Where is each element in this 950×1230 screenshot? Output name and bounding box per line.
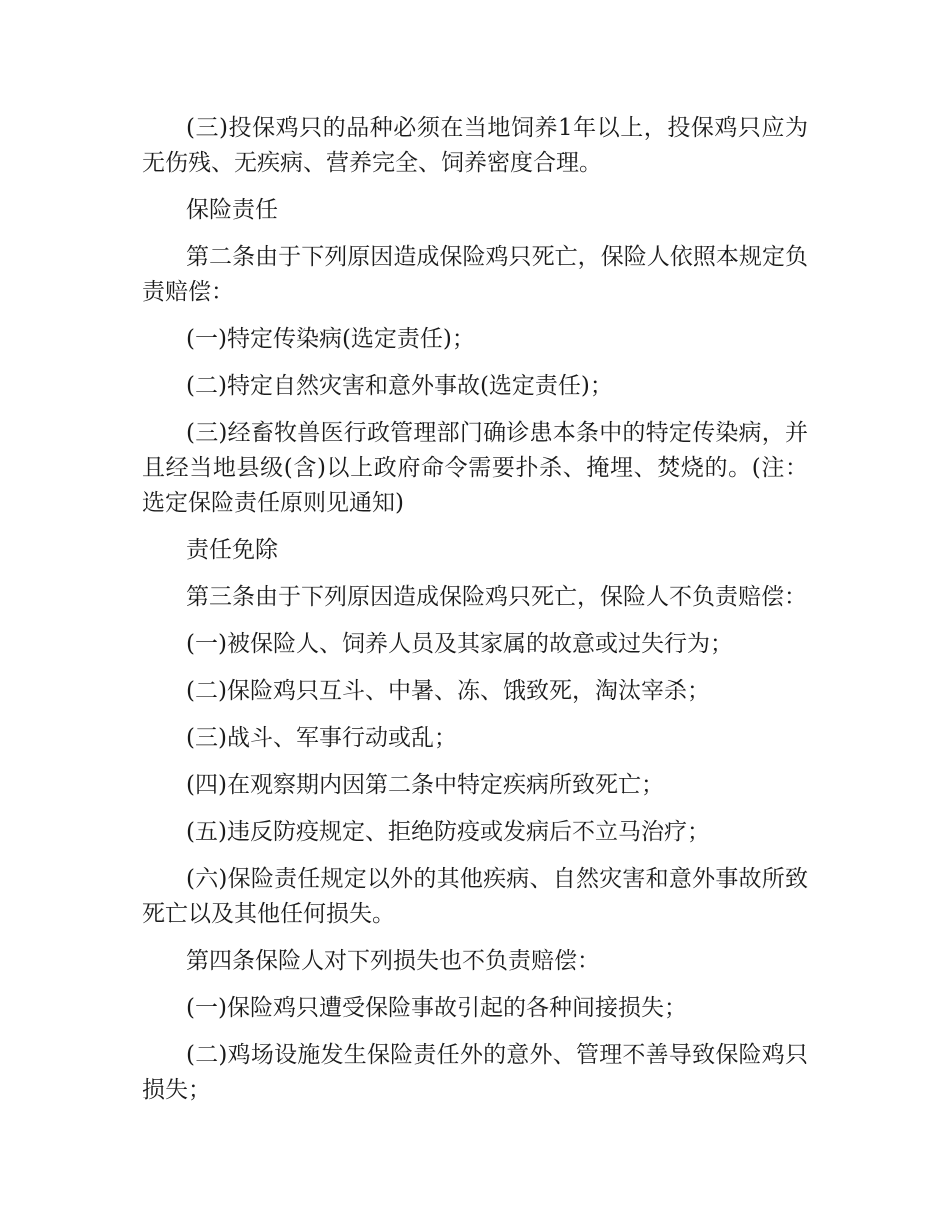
paragraph-article-3: 第三条由于下列原因造成保险鸡只死亡，保险人不负责赔偿： bbox=[186, 584, 807, 610]
paragraph-article-3-item-5: (五)违反防疫规定、拒绝防疫或发病后不立马治疗； bbox=[186, 819, 710, 845]
paragraph-article-2-item-1: (一)特定传染病(选定责任)； bbox=[186, 326, 475, 352]
paragraph-article-3-item-3: (三)战斗、军事行动或乱； bbox=[186, 725, 457, 751]
paragraph-article-4: 第四条保险人对下列损失也不负责赔偿： bbox=[186, 948, 600, 974]
paragraph-article-3-item-2: (二)保险鸡只互斗、中暑、冻、饿致死，淘汰宰杀； bbox=[186, 678, 710, 704]
paragraph-article-4-item-2: (二)鸡场设施发生保险责任外的意外、管理不善导致保险鸡只损失； bbox=[142, 1042, 808, 1103]
paragraph-article-2-item-2: (二)特定自然灾害和意外事故(选定责任)； bbox=[186, 373, 613, 399]
paragraph-article-3-item-4: (四)在观察期内因第二条中特定疾病所致死亡； bbox=[186, 772, 664, 798]
heading-insurance-liability: 保险责任 bbox=[186, 197, 278, 223]
paragraph-article-2: 第二条由于下列原因造成保险鸡只死亡，保险人依照本规定负责赔偿： bbox=[142, 244, 808, 305]
document-body bbox=[142, 111, 808, 1120]
paragraph-article-3-item-1: (一)被保险人、饲养人员及其家属的故意或过失行为； bbox=[186, 631, 733, 657]
paragraph-clause-3-breed: (三)投保鸡只的品种必须在当地饲养1年以上，投保鸡只应为无伤残、无疾病、营养完全、饲养密度合理。 bbox=[142, 115, 808, 176]
paragraph-article-2-item-3: (三)经畜牧兽医行政管理部门确诊患本条中的特定传染病，并且经当地县级(含)以上政府命令需要扑杀、掩埋、焚烧的。(注：选定保险责任原则见通知) bbox=[142, 420, 808, 516]
paragraph-article-4-item-1: (一)保险鸡只遭受保险事故引起的各种间接损失； bbox=[186, 995, 687, 1021]
paragraph-article-3-item-6: (六)保险责任规定以外的其他疾病、自然灾害和意外事故所致死亡以及其他任何损失。 bbox=[142, 866, 808, 927]
heading-exclusions: 责任免除 bbox=[186, 537, 278, 563]
